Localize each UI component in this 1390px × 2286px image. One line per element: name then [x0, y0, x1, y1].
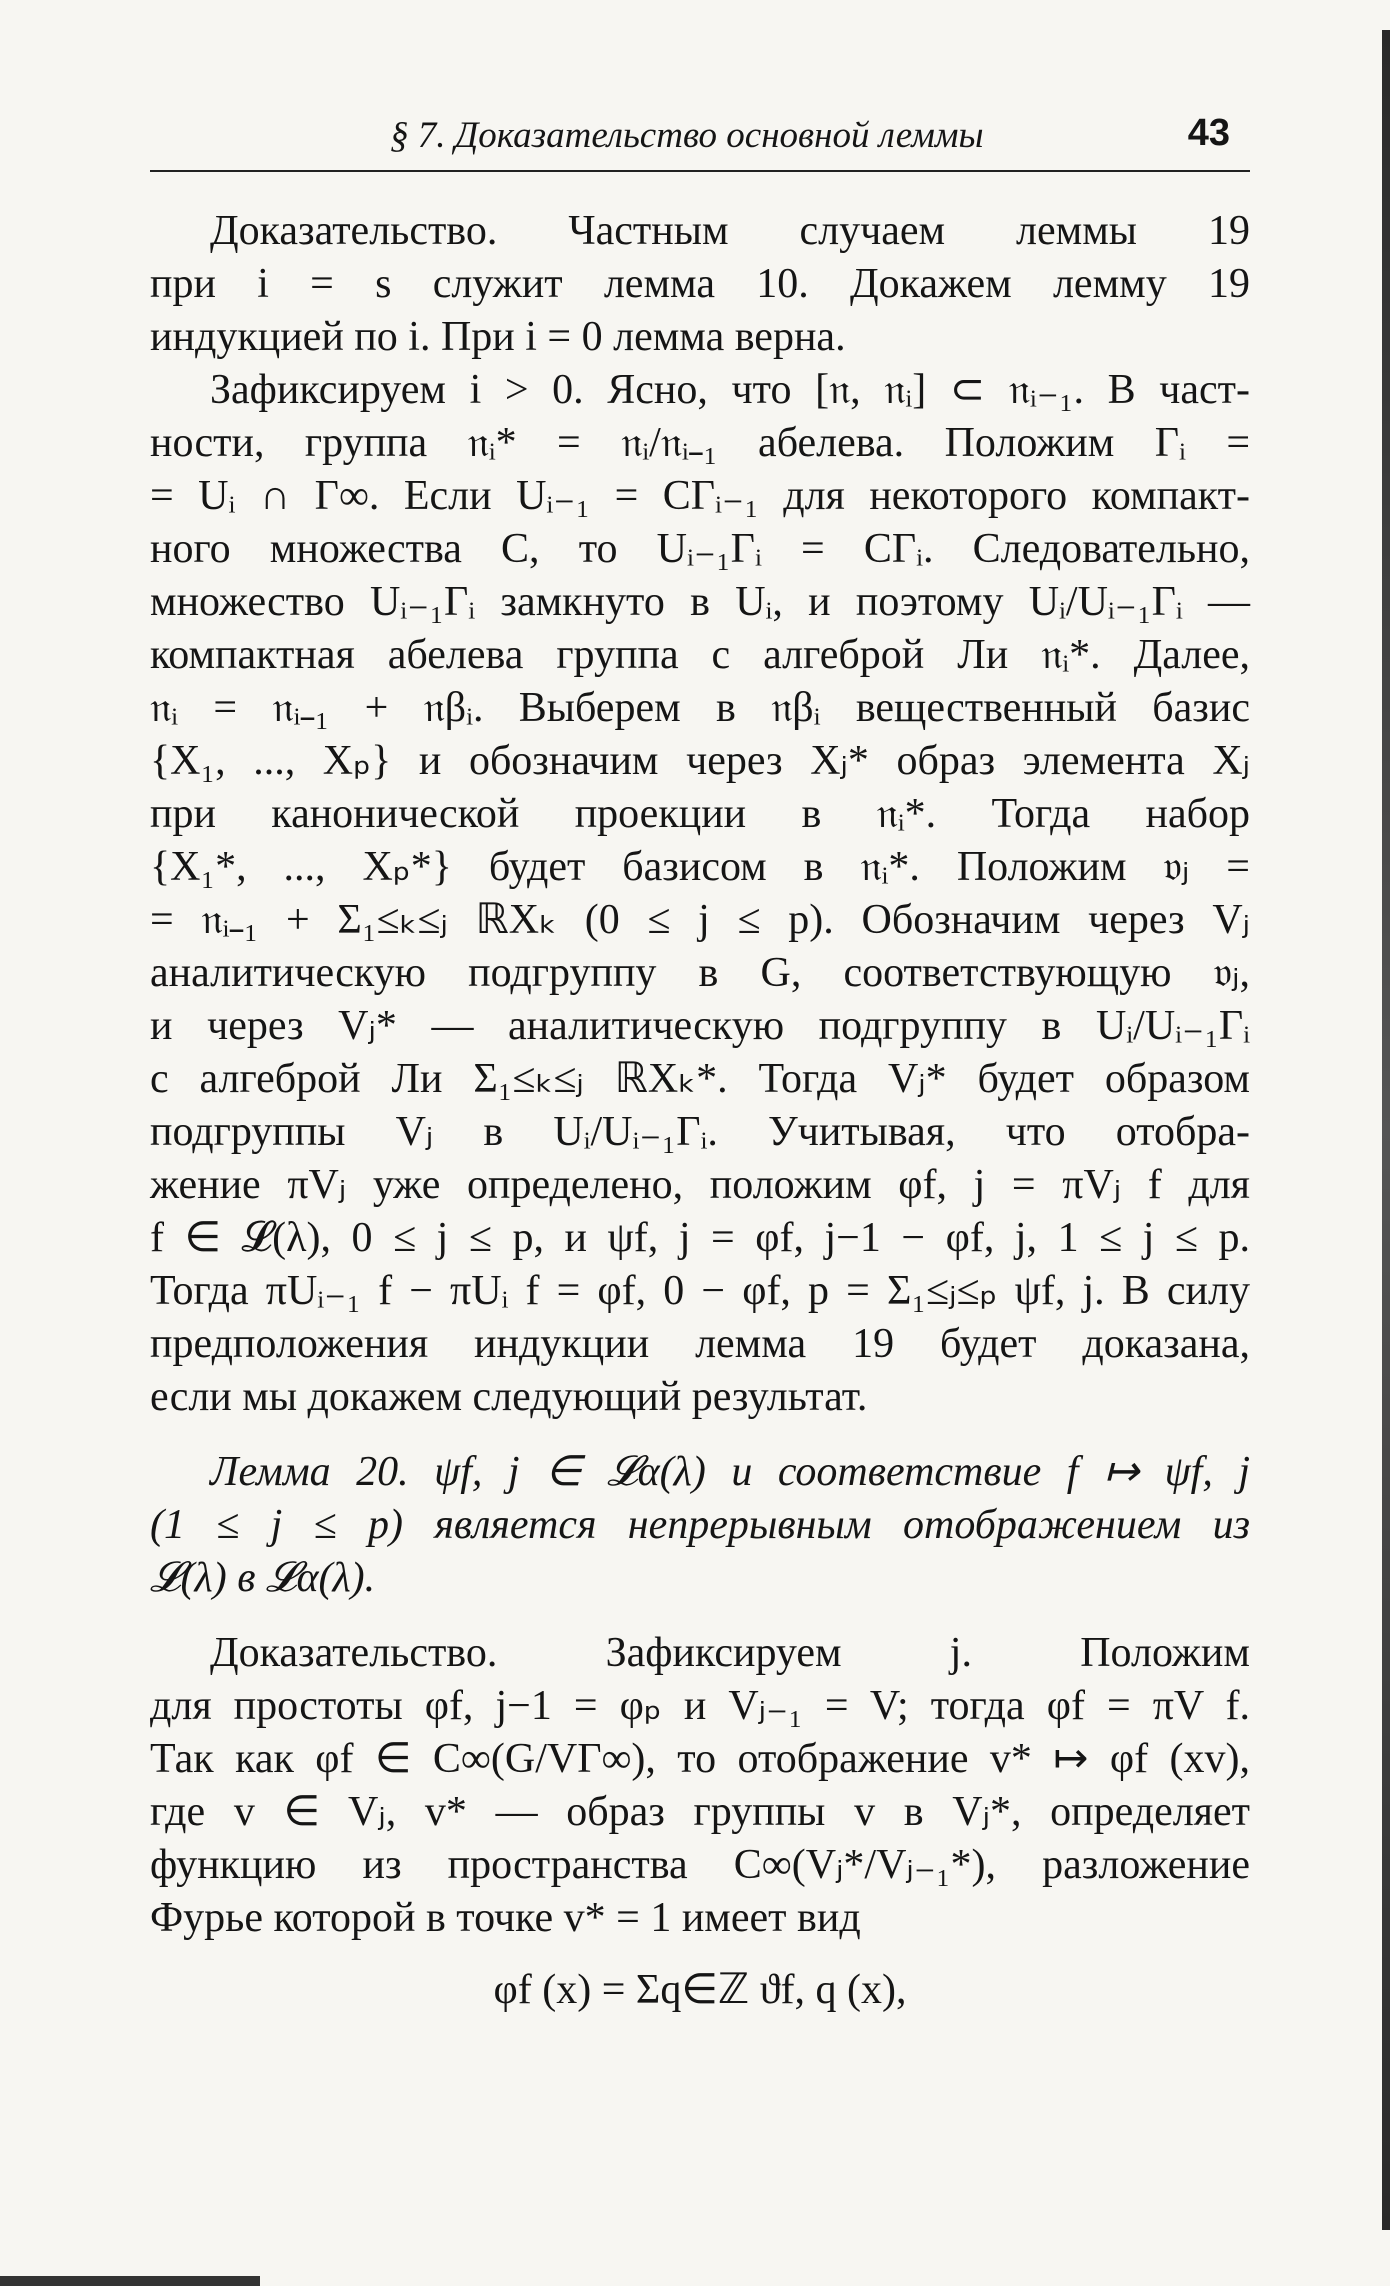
text-line: Так как φf ∈ C∞(G/VΓ∞), то отображение v* ↦ φf (xv), — [150, 1736, 1250, 1782]
display-formula: φf (x) = Σq∈ℤ ϑf, q (x), — [493, 1967, 907, 2013]
text-line: = Uᵢ ∩ Γ∞. Если Uᵢ₋₁ = CΓᵢ₋₁ для некоторого компакт- — [150, 473, 1250, 519]
text-line: Доказательство. Зафиксируем j. Положим — [210, 1630, 1250, 1676]
page-edge-mark — [0, 2276, 260, 2286]
text-line: функцию из пространства C∞(Vⱼ*/Vⱼ₋₁*), разложение — [150, 1842, 1250, 1888]
section-title: § 7. Доказательство основной леммы — [390, 115, 984, 156]
text-line: аналитическую подгруппу в G, соответствующую 𝔳ⱼ, — [150, 950, 1250, 996]
text-line: ного множества C, то Uᵢ₋₁Γᵢ = CΓᵢ. Следовательно, — [150, 526, 1250, 572]
lemma-line: (1 ≤ j ≤ p) является непрерывным отображением из — [150, 1502, 1250, 1548]
text-line: при канонической проекции в 𝔫ᵢ*. Тогда набор — [150, 791, 1250, 837]
text-line: с алгеброй Ли Σ₁≤ₖ≤ⱼ ℝXₖ*. Тогда Vⱼ* будет образом — [150, 1056, 1250, 1102]
text-line: f ∈ 𝓛(λ), 0 ≤ j ≤ p, и ψf, j = φf, j−1 − φf, j, 1 ≤ j ≤ p. — [150, 1215, 1250, 1261]
text-line: предположения индукции лемма 19 будет доказана, — [150, 1321, 1250, 1367]
text-line: Зафиксируем i > 0. Ясно, что [𝔫, 𝔫ᵢ] ⊂ 𝔫ᵢ₋₁. В част- — [210, 367, 1250, 413]
text-line: Фурье которой в точке v* = 1 имеет вид — [150, 1895, 861, 1941]
lemma-line: 𝓛(λ) в 𝓛α(λ). — [150, 1555, 376, 1601]
text-line: подгруппы Vⱼ в Uᵢ/Uᵢ₋₁Γᵢ. Учитывая, что отобра- — [150, 1109, 1250, 1155]
text-line: для простоты φf, j−1 = φₚ и Vⱼ₋₁ = V; тогда φf = πV f. — [150, 1683, 1250, 1729]
text-line: = 𝔫ᵢ₋₁ + Σ₁≤ₖ≤ⱼ ℝXₖ (0 ≤ j ≤ p). Обозначим через Vⱼ — [150, 897, 1250, 943]
text-line: при i = s служит лемма 10. Докажем лемму 19 — [150, 261, 1250, 307]
text-line: индукцией по i. При i = 0 лемма верна. — [150, 314, 846, 360]
text-line: {X₁*, ..., Xₚ*} будет базисом в 𝔫ᵢ*. Положим 𝔳ⱼ = — [150, 844, 1250, 890]
text-line: множество Uᵢ₋₁Γᵢ замкнуто в Uᵢ, и поэтому Uᵢ/Uᵢ₋₁Γᵢ — — [150, 579, 1250, 625]
text-line: компактная абелева группа с алгеброй Ли 𝔫ᵢ*. Далее, — [150, 632, 1250, 678]
page-edge-shadow — [1382, 30, 1390, 2230]
text-line: ности, группа 𝔫ᵢ* = 𝔫ᵢ/𝔫ᵢ₋₁ абелева. Положим Γᵢ = — [150, 420, 1250, 466]
page-number: 43 — [1187, 112, 1230, 154]
text-line: и через Vⱼ* — аналитическую подгруппу в Uᵢ/Uᵢ₋₁Γᵢ — [150, 1003, 1250, 1049]
text-line: Доказательство. Частным случаем леммы 19 — [210, 208, 1250, 254]
text-line: где v ∈ Vⱼ, v* — образ группы v в Vⱼ*, определяет — [150, 1789, 1250, 1835]
running-header — [150, 110, 1250, 172]
text-line: Тогда πUᵢ₋₁ f − πUᵢ f = φf, 0 − φf, p = Σ₁≤ⱼ≤ₚ ψf, j. В силу — [150, 1268, 1250, 1314]
page-body — [150, 205, 1250, 2025]
text-line: 𝔫ᵢ = 𝔫ᵢ₋₁ + 𝔫βᵢ. Выберем в 𝔫βᵢ вещественный базис — [150, 685, 1250, 731]
text-line: если мы докажем следующий результат. — [150, 1374, 868, 1420]
lemma-line: Лемма 20. ψf, j ∈ 𝓛α(λ) и соответствие f ↦ ψf, j — [210, 1449, 1250, 1495]
text-line: {X₁, ..., Xₚ} и обозначим через Xⱼ* образ элемента Xⱼ — [150, 738, 1250, 784]
text-line: жение πVⱼ уже определено, положим φf, j = πVⱼ f для — [150, 1162, 1250, 1208]
